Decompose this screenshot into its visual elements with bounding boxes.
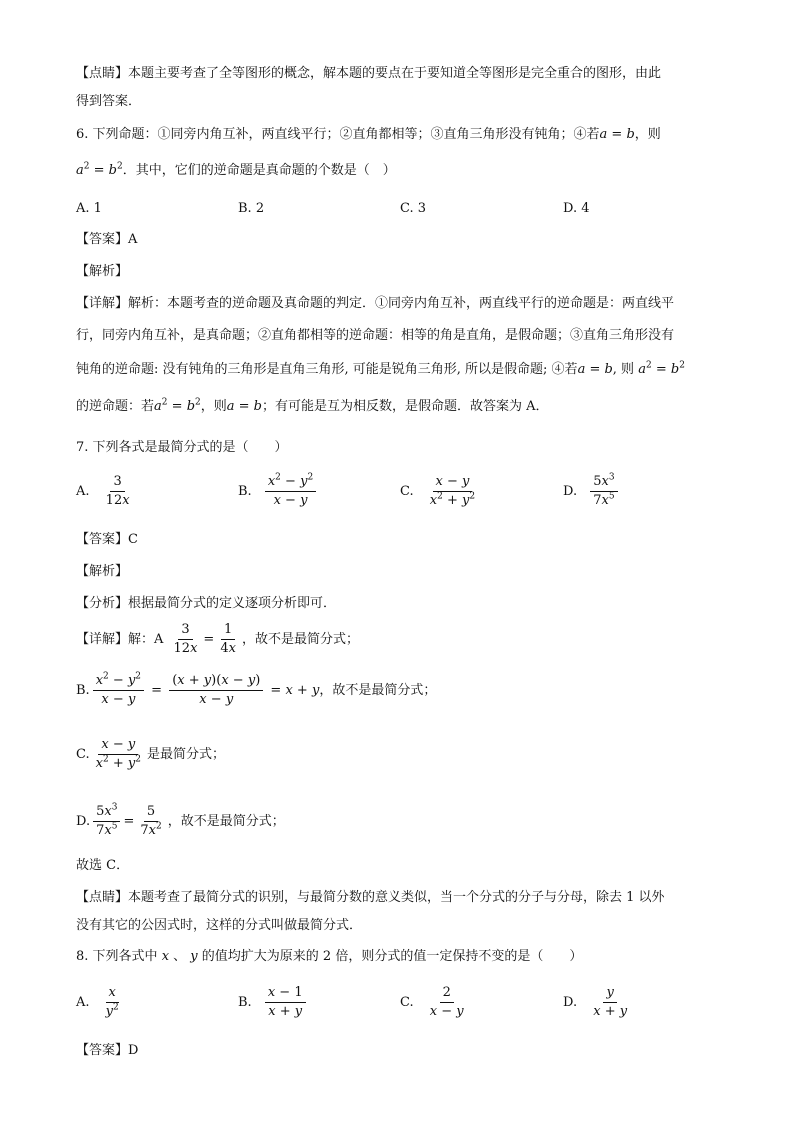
- q7-option-d: D. $\frac{5x^3}{7x^5}$: [563, 474, 621, 509]
- q6-stem-line-2: $a^2 = b^2$．其中，它们的逆命题是真命题的个数是（ ）: [76, 161, 396, 178]
- q7-answer: 【答案】C: [76, 532, 138, 547]
- q6-option-d: D. 4: [563, 201, 590, 216]
- q6-detail-line-1: 【详解】解析：本题考查的逆命题及真命题的判定．①同旁内角互补，两直线平行的逆命题是：两直线平: [76, 296, 675, 311]
- q7-detail-b: B. $\frac{x^2 - y^2}{x - y}$ = $\frac{(x + y)(x - y)}{x - y}$ = x + y，故不是最简分式；: [76, 671, 437, 707]
- q8-option-d: D. $\frac{y}{x + y}$: [563, 985, 628, 1019]
- q7-option-b: B. $\frac{x^2 - y^2}{x - y}$: [238, 474, 319, 509]
- point-note-line-2: 得到答案．: [76, 94, 142, 109]
- q6-detail-line-3: 钝角的逆命题: 没有钝角的三角形是直角三角形, 可能是锐角三角形, 所以是假命题; ④若a = b, 则 $a^2 = b^2$: [76, 360, 685, 377]
- fraction: $\frac{x^2 - y^2}{x - y}$: [265, 474, 316, 509]
- q6-option-a: A. 1: [76, 201, 102, 216]
- q7-analysis-heading: 【解析】: [76, 564, 129, 579]
- q8-answer: 【答案】D: [76, 1043, 139, 1058]
- fraction: $\frac{x - y}{x^2 + y^2}$: [429, 474, 476, 508]
- q7-dianjing-line-2: 没有其它的公因式时，这样的分式叫做最简分式．: [76, 918, 363, 933]
- fraction: $\frac{5x^3}{7x^5}$: [590, 474, 617, 509]
- q6-stem-line-1: 6. 下列命题：①同旁内角互补，两直线平行；②直角都相等；③直角三角形没有钝角；④若a = b，则: [76, 127, 661, 142]
- q7-detail-d: D. $\frac{5x^3}{7x^5}$ = $\frac{5}{7x^2}$ ，故不是最简分式；: [76, 802, 285, 838]
- q7-dianjing-line-1: 【点睛】本题考查了最简分式的识别，与最简分数的意义类似，当一个分式的分子与分母，除去 1 以外: [76, 890, 665, 905]
- q7-stem: 7. 下列各式是最简分式的是（ ）: [76, 440, 288, 455]
- q6-option-b: B. 2: [238, 201, 265, 216]
- q7-option-a: A. $\frac{3}{12x}$: [76, 474, 136, 509]
- q8-option-b: B. $\frac{x - 1}{x + y}$: [238, 985, 309, 1020]
- point-note-line-1: 【点睛】本题主要考查了全等图形的概念，解本题的要点在于要知道全等图形是完全重合的图形，由此: [76, 66, 662, 81]
- q6-option-c: C. 3: [400, 201, 427, 216]
- q7-fenxi: 【分析】根据最简分式的定义逐项分析即可．: [76, 596, 337, 611]
- q8-option-c: C. $\frac{2}{x - y}$: [400, 985, 464, 1019]
- q8-option-a: A. $\frac{x}{y^2}$: [76, 985, 119, 1019]
- q6-answer: 【答案】A: [76, 232, 138, 247]
- q8-stem: 8. 下列各式中 x 、 y 的值均扩大为原来的 2 倍，则分式的值一定保持不变的是（ ）: [76, 949, 583, 964]
- q6-detail-line-4: 的逆命题：若$a^2 = b^2$，则a = b；有可能是互为相反数，是假命题．故答案为 A．: [76, 397, 549, 414]
- q6-analysis-heading: 【解析】: [76, 264, 129, 279]
- q6-detail-line-2: 行，同旁内角互补，是真命题；②直角都相等的逆命题：相等的角是直角，是假命题；③直角三角形没有: [76, 328, 675, 343]
- q7-option-c: C. $\frac{x - y}{x^2 + y^2}$: [400, 474, 481, 509]
- fraction: $\frac{3}{12x}$: [105, 474, 130, 508]
- q7-detail-c: C. $\frac{x - y}{x^2 + y^2}$ 是最简分式；: [76, 737, 225, 771]
- q7-detail-a: 【详解】解：A $\frac{3}{12x}$ = $\frac{1}{4x}$ ，故不是最简分式；: [76, 622, 359, 656]
- q7-choose: 故选 C．: [76, 858, 130, 873]
